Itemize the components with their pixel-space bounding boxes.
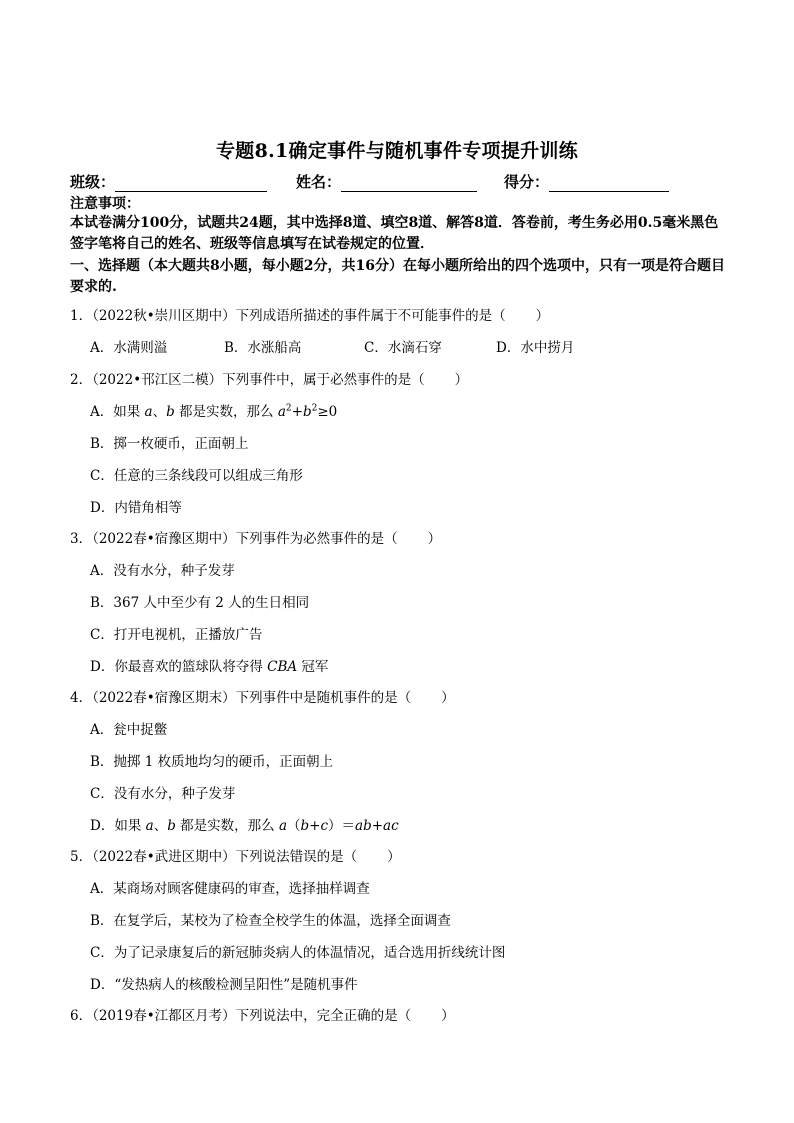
q5-option-a: A．某商场对顾客健康码的审查，选择抽样调查 [90,881,370,897]
question-close: ） [535,308,550,324]
q4-option-d: D．如果 a、b 都是实数，那么 a（b+c）＝ab+ac [90,818,399,834]
class-blank [115,176,267,192]
question-5 [70,845,401,865]
name-blank [341,176,477,192]
name-field [296,171,477,192]
score-blank [549,176,669,192]
question-close: ） [441,1008,455,1024]
page-title: 专题8.1确定事件与随机事件专项提升训练 [215,140,579,162]
q5-option-d: D．“发热病人的核酸检测呈阳性”是随机事件 [90,977,358,993]
q1-option-a: A．水满则溢 [90,340,168,356]
q5-option-b: B．在复学后，某校为了检查全校学生的体温，选择全面调查 [90,913,451,929]
name-label: 姓名： [296,173,342,191]
question-4 [70,686,455,706]
question-3 [70,527,441,547]
question-stem: 5．（2022春•武进区期中）下列说法错误的是（ [70,849,358,865]
q2-option-a: A．如果 a、b 都是实数，那么 $a^2+b^2\ge 0$ [90,403,338,420]
question-2 [70,368,468,388]
question-close: ） [441,690,455,706]
q1-option-c: C．水滴石穿 [364,340,442,356]
q2-option-d: D．内错角相等 [90,500,182,516]
class-label: 班级： [70,173,116,191]
q4-option-c: C．没有水分，种子发芽 [90,786,236,802]
section-heading: 一、选择题（本大题共8小题，每小题2分，共16分）在每小题所给出的四个选项中，只有一项是符合题目要求的. [70,258,725,295]
q1-option-d: D．水中捞月 [496,340,575,356]
q1-option-b: B．水涨船高 [224,340,302,356]
notes-heading: 注意事项： [70,196,140,212]
q3-option-b: B．367 人中至少有 2 人的生日相同 [90,595,310,611]
q3-option-c: C．打开电视机，正播放广告 [90,627,263,643]
question-close: ） [427,531,442,547]
question-stem: 4．（2022春•宿豫区期末）下列事件中是随机事件的是（ [70,690,412,706]
question-close: ） [454,372,469,388]
q5-option-c: C．为了记录康复后的新冠肺炎病人的体温情况，适合选用折线统计图 [90,945,506,961]
q4-option-a: A．瓮中捉鳖 [90,722,168,738]
q2-option-b: B．掷一枚硬币，正面朝上 [90,436,249,452]
q2-option-c: C．任意的三条线段可以组成三角形 [90,468,303,484]
q3-option-a: A．没有水分，种子发芽 [90,563,235,579]
question-stem: 3．（2022春•宿豫区期中）下列事件为必然事件的是（ [70,531,398,547]
question-stem: 2．（2022•邗江区二模）下列事件中，属于必然事件的是（ [70,372,425,388]
question-stem: 1．（2022秋•崇川区期中）下列成语所描述的事件属于不可能事件的是（ [70,308,506,324]
q3-option-d: D．你最喜欢的篮球队将夺得 CBA 冠军 [90,659,329,675]
q4-option-b: B．抛掷 1 枚质地均匀的硬币，正面朝上 [90,754,334,770]
question-1 [70,304,549,324]
question-6 [70,1004,455,1024]
score-label: 得分： [504,173,550,191]
score-field [504,171,669,192]
question-close: ） [387,849,401,865]
student-info-row [70,171,730,191]
notes-body: 本试卷满分100分，试题共24题，其中选择8道、填空8道、解答8道．答卷前，考生务必用0.5毫米黑色签字笔将自己的姓名、班级等信息填写在试卷规定的位置． [70,215,719,252]
question-stem: 6．（2019春•江都区月考）下列说法中，完全正确的是（ [70,1008,412,1024]
class-field [70,171,267,192]
